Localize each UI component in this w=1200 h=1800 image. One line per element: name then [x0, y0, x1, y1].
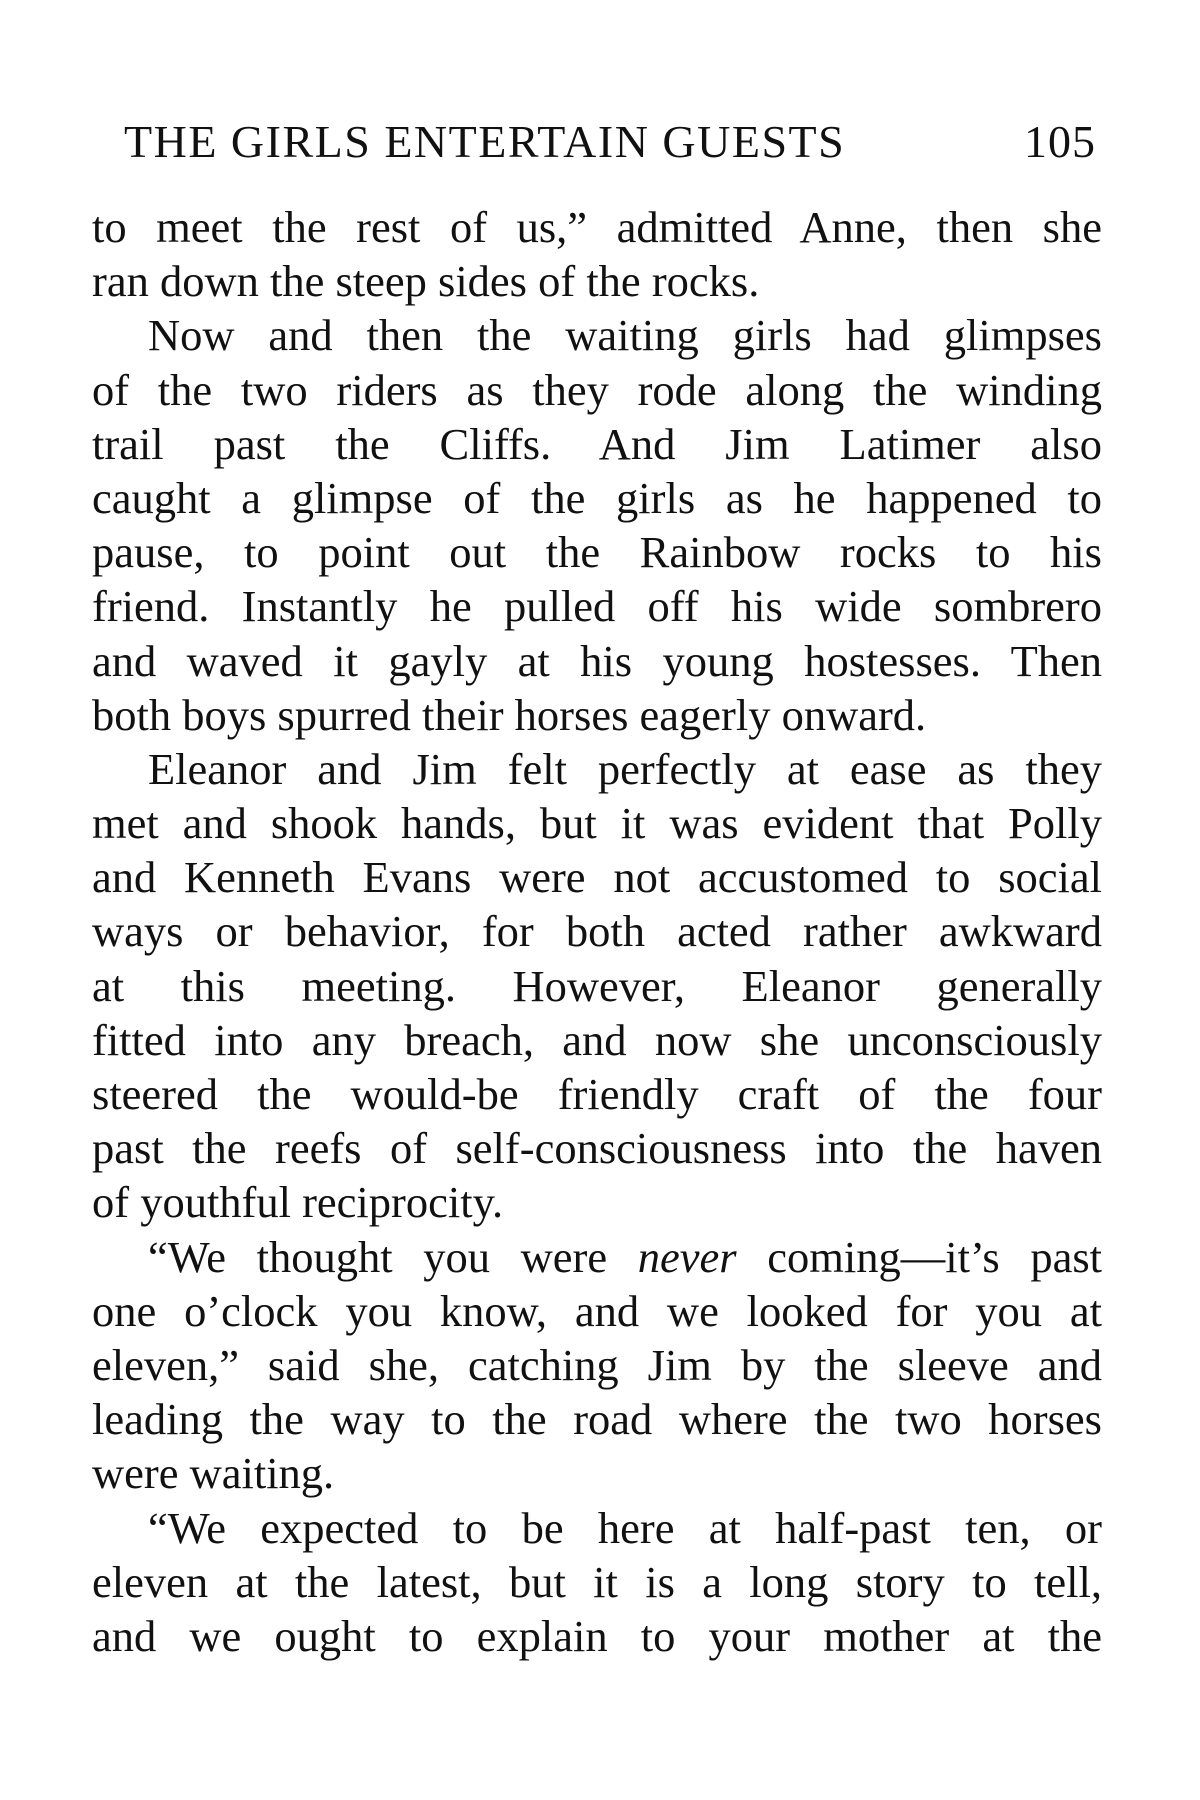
text-line: to meet the rest of us,” admitted Anne, then she — [92, 202, 1102, 252]
text-line: and Kenneth Evans were not accustomed to social — [92, 852, 1102, 903]
text-line: one o’clock you know, and we looked for you at — [92, 1285, 1102, 1336]
text-line: ran down the steep sides of the rocks. — [92, 256, 760, 307]
text-line: both boys spurred their horses eagerly onward. — [92, 689, 927, 740]
text-line: and waved it gayly at his young hostesses. Then — [92, 635, 1102, 686]
text-line: pause, to point out the Rainbow rocks to his — [92, 527, 1102, 578]
running-header — [124, 112, 1096, 172]
emphasized-word: never — [637, 1231, 737, 1282]
text-line: friend. Instantly he pulled off his wide sombrero — [92, 581, 1102, 632]
body-text — [92, 200, 1102, 1663]
text-segment: “We thought you were — [148, 1231, 638, 1282]
page-number: 105 — [1024, 116, 1096, 167]
text-line: ways or behavior, for both acted rather awkward — [92, 906, 1102, 957]
text-line: met and shook hands, but it was evident that Polly — [92, 798, 1102, 849]
text-line: fitted into any breach, and now she unconsciously — [92, 1014, 1102, 1065]
text-line — [92, 1230, 1102, 1284]
text-segment: coming—it’s past — [736, 1231, 1103, 1282]
text-line: steered the would-be friendly craft of the four — [92, 1069, 1102, 1119]
text-line: past the reefs of self-consciousness into the haven — [92, 1123, 1102, 1174]
text-line: of the two riders as they rode along the winding — [92, 364, 1102, 415]
text-line: trail past the Cliffs. And Jim Latimer also — [92, 418, 1102, 469]
text-line: at this meeting. However, Eleanor generally — [92, 960, 1102, 1011]
running-title: THE GIRLS ENTERTAIN GUESTS — [124, 116, 846, 167]
text-line: leading the way to the road where the two horses — [92, 1394, 1102, 1445]
text-line: eleven at the latest, but it is a long story to tell, — [92, 1556, 1102, 1607]
text-line: Now and then the waiting girls had glimpses — [148, 310, 1102, 361]
text-line: and we ought to explain to your mother at the — [92, 1610, 1102, 1661]
text-line: “We expected to be here at half-past ten, or — [148, 1502, 1102, 1553]
text-line: Eleanor and Jim felt perfectly at ease as they — [148, 743, 1102, 794]
text-line: caught a glimpse of the girls as he happened to — [92, 472, 1102, 523]
text-line: eleven,” said she, catching Jim by the sleeve and — [92, 1339, 1102, 1390]
text-line: were waiting. — [92, 1448, 335, 1499]
text-line: of youthful reciprocity. — [92, 1177, 504, 1228]
